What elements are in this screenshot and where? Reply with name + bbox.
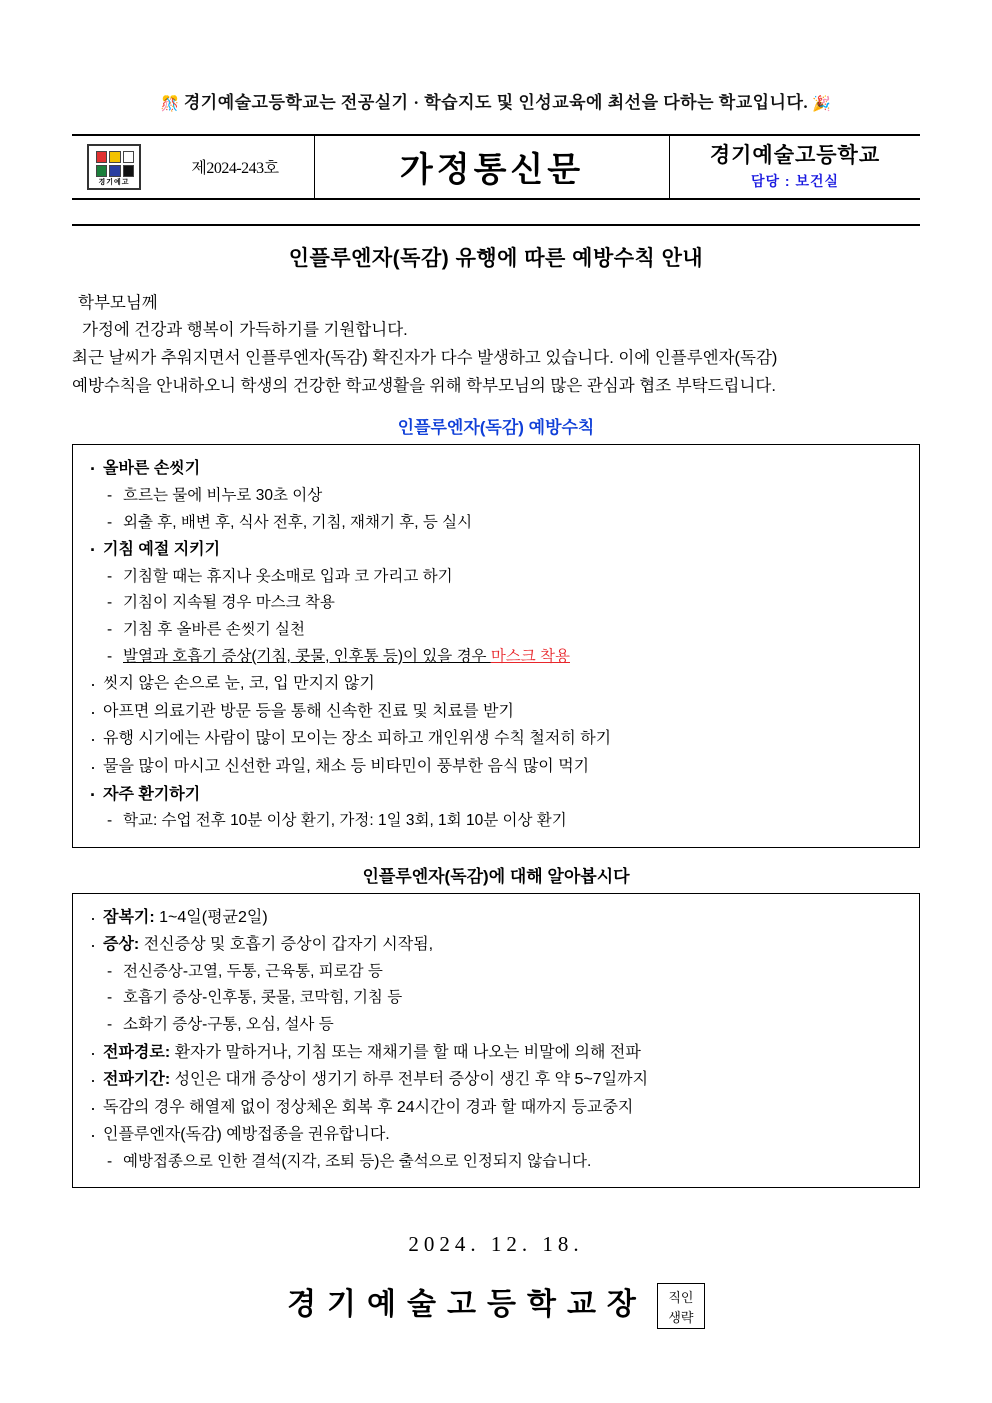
list-item: - 기침이 지속될 경우 마스크 착용: [87, 590, 905, 617]
list-item: · 인플루엔자(독감) 예방접종을 권유합니다.: [87, 1121, 905, 1149]
list-item: · 올바른 손씻기: [87, 455, 905, 483]
influenza-info-box: [72, 893, 920, 1189]
list-item: · 씻지 않은 손으로 눈, 코, 입 만지지 않기: [87, 670, 905, 698]
section2-heading: 인플루엔자(독감)에 대해 알아봅시다: [362, 866, 630, 886]
list-item-label: 전파경로:: [103, 1043, 171, 1061]
list-item-text: 환자가 말하거나, 기침 또는 재채기를 할 때 나오는 비말에 의해 전파: [170, 1043, 641, 1061]
list-item: · 기침 예절 지키기: [87, 536, 905, 564]
list-item: - 호흡기 증상-인후통, 콧물, 코막힘, 기침 등: [87, 985, 905, 1012]
logo-caption: 경기예고: [98, 178, 130, 186]
logo-grid-icon: [96, 151, 134, 177]
list-item: - 외출 후, 배변 후, 식사 전후, 기침, 재채기 후, 등 실시: [87, 510, 905, 537]
school-info-cell: [670, 136, 921, 198]
school-logo: [72, 136, 156, 198]
document-title: 가정통신문: [399, 152, 585, 190]
list-item: [87, 931, 905, 959]
mask-wear-highlight: 마스크 착용: [490, 647, 570, 665]
banner-text: 경기예술고등학교는 전공실기 · 학습지도 및 인성교육에 최선을 다하는 학교입니다.: [183, 93, 809, 112]
party-popper-icon: 🎊: [160, 96, 180, 113]
list-item: - 기침 후 올바른 손씻기 실천: [87, 617, 905, 644]
party-popper-icon: 🎉: [812, 96, 832, 113]
intro-line-4: 예방수칙을 안내하오니 학생의 건강한 학교생활을 위해 학부모님의 많은 관심과 협조 부탁드립니다.: [72, 376, 776, 395]
influenza-info-list: [87, 904, 905, 1176]
logo-box: [87, 144, 141, 190]
issue-date: 2024. 12. 18.: [408, 1232, 584, 1257]
list-item: - 예방접종으로 인한 결석(지각, 조퇴 등)은 출석으로 인정되지 않습니다.: [87, 1149, 905, 1176]
list-item: [87, 1066, 905, 1094]
list-item: [87, 1039, 905, 1067]
list-item-text: 발열과 호흡기 증상(기침, 콧물, 인후통 등)이 있을 경우: [123, 647, 491, 665]
section1-heading: 인플루엔자(독감) 예방수칙: [397, 418, 595, 438]
intro-paragraphs: [72, 290, 920, 400]
list-item: - 전신증상-고열, 두통, 근육통, 피로감 등: [87, 959, 905, 986]
list-item-highlighted: [87, 644, 905, 671]
list-item: · 유행 시기에는 사람이 많이 모이는 장소 피하고 개인위생 수칙 철저히 하기: [87, 725, 905, 753]
signature-row: [0, 1279, 992, 1329]
subject-divider: [72, 224, 920, 226]
list-item: - 학교: 수업 전후 10분 이상 환기, 가정: 1일 3회, 1회 10분 이상 환기: [87, 808, 905, 835]
intro-line-3: 최근 날씨가 추워지면서 인플루엔자(독감) 확진자가 다수 발생하고 있습니다. 이에 인플루엔자(독감): [72, 349, 778, 368]
document-header: [72, 134, 920, 200]
list-item: · 자주 환기하기: [87, 781, 905, 809]
list-item: - 흐르는 물에 비누로 30초 이상: [87, 483, 905, 510]
list-item: · 물을 많이 마시고 신선한 과일, 채소 등 비타민이 풍부한 음식 많이 먹기: [87, 753, 905, 781]
top-banner: [0, 0, 992, 114]
seal-line-1: 직인: [668, 1290, 694, 1306]
seal-omitted-stamp: [657, 1283, 705, 1329]
list-item: · 독감의 경우 해열제 없이 정상체온 회복 후 24시간이 경과 할 때까지 등교중지: [87, 1094, 905, 1122]
list-item: [87, 904, 905, 932]
document-number: 제2024-243호: [191, 160, 279, 178]
list-item-label: 전파기간:: [103, 1071, 171, 1089]
school-name: 경기예술고등학교: [709, 143, 881, 168]
list-item: - 기침할 때는 휴지나 옷소매로 입과 코 가리고 하기: [87, 564, 905, 591]
list-item-text: 성인은 대개 증상이 생기기 하루 전부터 증상이 생긴 후 약 5~7일까지: [170, 1071, 649, 1089]
list-item-label: 증상:: [103, 936, 140, 954]
intro-line-1: 학부모님께: [78, 293, 158, 312]
document-subject: 인플루엔자(독감) 유행에 따른 예방수칙 안내: [288, 246, 704, 270]
charge-department: 담당 : 보건실: [750, 173, 840, 190]
list-item: · 아프면 의료기관 방문 등을 통해 신속한 진료 및 치료를 받기: [87, 698, 905, 726]
intro-line-2: 가정에 건강과 행복이 가득하기를 기원합니다.: [82, 321, 408, 340]
list-item-text: 전신증상 및 호흡기 증상이 갑자기 시작됨,: [139, 936, 434, 954]
list-item-text: 1~4일(평균2일): [154, 908, 268, 926]
principal-signature: 경기예술고등학교장: [287, 1288, 647, 1322]
seal-line-2: 생략: [668, 1309, 694, 1325]
list-item-label: 잠복기:: [103, 908, 155, 926]
document-title-cell: [315, 136, 670, 198]
list-item: - 소화기 증상-구통, 오심, 설사 등: [87, 1012, 905, 1039]
prevention-rules-list: [87, 455, 905, 834]
document-number-cell: [156, 136, 315, 198]
prevention-rules-box: [72, 444, 920, 847]
